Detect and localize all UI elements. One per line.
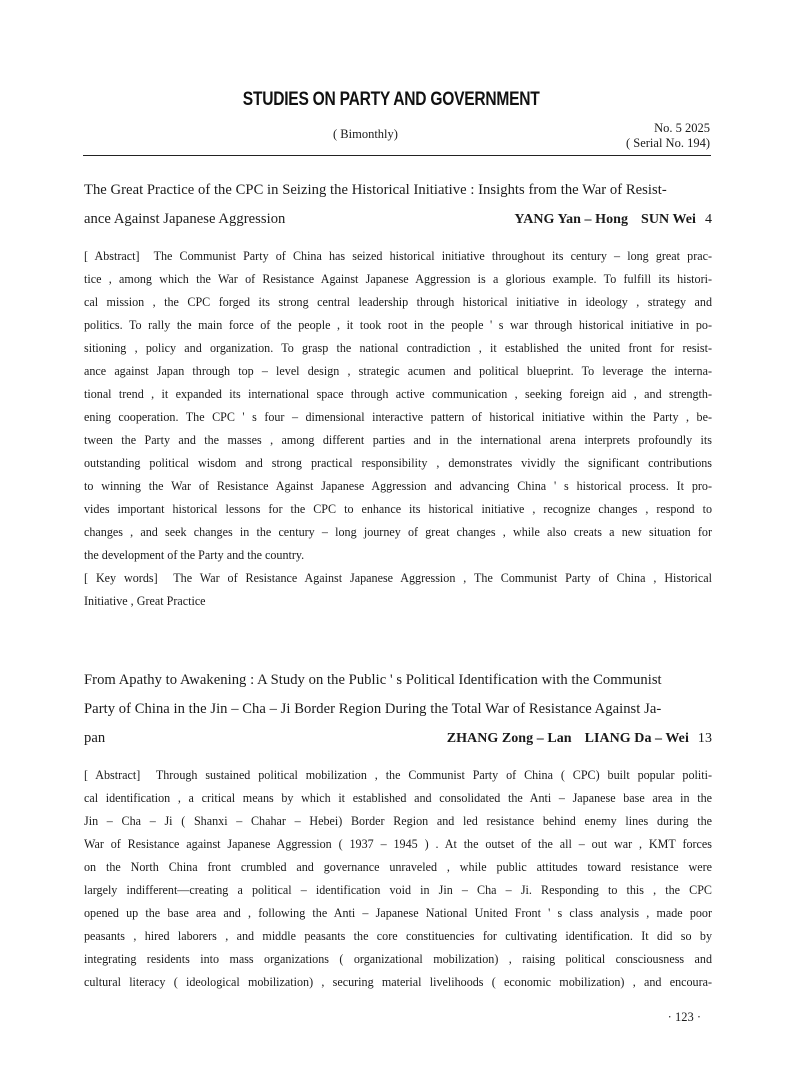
abstract-line: integrating residents into mass organizations ( organizational mobilization) , raising political consciousness and <box>84 952 712 966</box>
article-title[interactable] <box>84 666 712 753</box>
abstract-line: ening cooperation. The CPC ' s four – dimensional interactive pattern of historical initiative within the Party , be- <box>84 410 712 424</box>
author-name: SUN Wei <box>641 212 696 227</box>
title-line: ance Against Japanese Aggression <box>84 211 286 227</box>
title-line: Party of China in the Jin – Cha – Ji Border Region During the Total War of Resistance Against Ja- <box>84 701 662 717</box>
author-name: ZHANG Zong – Lan <box>446 731 572 746</box>
abstract <box>84 245 712 613</box>
abstract-line: cal mission , the CPC forged its strong central leadership through historical initiative in ideology , strategy and <box>84 295 712 309</box>
keywords-text: The War of Resistance Against Japanese Aggression , The Communist Party of China , Historical <box>173 571 713 585</box>
page-number: · 123 · <box>667 1010 701 1024</box>
issue-info <box>626 121 710 151</box>
start-page: 4 <box>704 212 712 227</box>
keywords-line <box>84 567 712 590</box>
abstract-line: the development of the Party and the country. <box>84 548 305 562</box>
abstract-text: The Communist Party of China has seized historical initiative throughout its century – long great prac- <box>153 249 712 263</box>
title-line: The Great Practice of the CPC in Seizing the Historical Initiative : Insights from the War of Resist- <box>84 182 667 198</box>
keywords-line: Initiative , Great Practice <box>84 594 206 608</box>
title-last-line <box>84 205 712 234</box>
abstract-line: War of Resistance against Japanese Aggression ( 1937 – 1945 ) . At the outset of the all – out war , KMT forces <box>84 837 712 851</box>
author-name: YANG Yan – Hong <box>514 212 628 227</box>
abstract-line <box>84 245 712 268</box>
article-entry <box>84 176 712 613</box>
abstract-text: Through sustained political mobilization , the Communist Party of China ( CPC) built popular politi- <box>155 768 712 782</box>
abstract-line: sitioning , policy and organization. To grasp the national contradiction , it established the united front for resist- <box>84 341 712 355</box>
byline <box>514 205 712 234</box>
abstract-line: cal identification , a critical means by which it established and consolidated the Anti – Japanese base area in the <box>84 791 712 805</box>
abstract-line: peasants , hired laborers , and middle peasants the core constituencies for cultivating identification. It did so by <box>84 929 712 943</box>
publication-frequency: ( Bimonthly) <box>333 127 398 141</box>
abstract-line: Jin – Cha – Ji ( Shanxi – Chahar – Hebei) Border Region and led resistance behind enemy lines during the <box>84 814 712 828</box>
serial-number: ( Serial No. 194) <box>625 136 710 150</box>
start-page: 13 <box>697 731 712 746</box>
abstract <box>84 764 712 994</box>
abstract-line: outstanding political wisdom and strong practical responsibility , demonstrates vividly the significant contributions <box>84 456 712 470</box>
abstract-line <box>84 764 712 787</box>
article-entry <box>84 666 712 994</box>
keywords-label: [ Key words] <box>84 571 158 585</box>
abstract-line: vides important historical lessons for the CPC to enhance its historical initiative , recognize changes , respond to <box>84 502 712 516</box>
abstract-line: tween the Party and the masses , among different parties and in the international arena interprets profoundly its <box>84 433 712 447</box>
abstract-line: tional trend , it expanded its international space through active communication , seeking foreign aid , and strength- <box>84 387 712 401</box>
abstract-line: ance against Japan through top – level design , strategic acumen and political blueprint. To leverage the interna- <box>84 364 712 378</box>
abstract-label: [ Abstract] <box>84 768 141 782</box>
abstract-line: tice , among which the War of Resistance Against Japanese Aggression is a glorious example. To fulfill its histori- <box>84 272 712 286</box>
abstract-line: to winning the War of Resistance Against Japanese Aggression and advancing China ' s historical process. It pro- <box>84 479 712 493</box>
journal-title: STUDIES ON PARTY AND GOVERNMENT <box>242 89 540 110</box>
abstract-line: opened up the base area and , following the Anti – Japanese National United Front ' s class analysis , made poor <box>84 906 712 920</box>
issue-number: No. 5 2025 <box>654 121 710 135</box>
author-name: LIANG Da – Wei <box>584 731 689 746</box>
title-line: pan <box>84 730 106 746</box>
abstract-label: [ Abstract] <box>84 249 140 263</box>
byline <box>447 724 712 753</box>
title-last-line <box>84 724 712 753</box>
abstract-line: on the North China front crumbled and governance unraveled , while public attitudes toward resistance were <box>84 860 712 874</box>
article-title[interactable] <box>84 176 712 234</box>
abstract-line: politics. To rally the main force of the people , it took root in the people ' s war through historical initiative in po- <box>84 318 712 332</box>
abstract-line: largely indifferent—creating a political – identification void in Jin – Cha – Ji. Responding to this , the CPC <box>84 883 712 897</box>
abstract-line: cultural literacy ( ideological mobilization) , securing material livelihoods ( economic mobilization) , and encoura- <box>84 975 712 989</box>
title-line: From Apathy to Awakening : A Study on the Public ' s Political Identification with the Communist <box>84 672 662 688</box>
header-rule <box>83 155 711 156</box>
abstract-line: changes , and seek changes in the century – long journey of great changes , while also creats a new situation for <box>84 525 712 539</box>
